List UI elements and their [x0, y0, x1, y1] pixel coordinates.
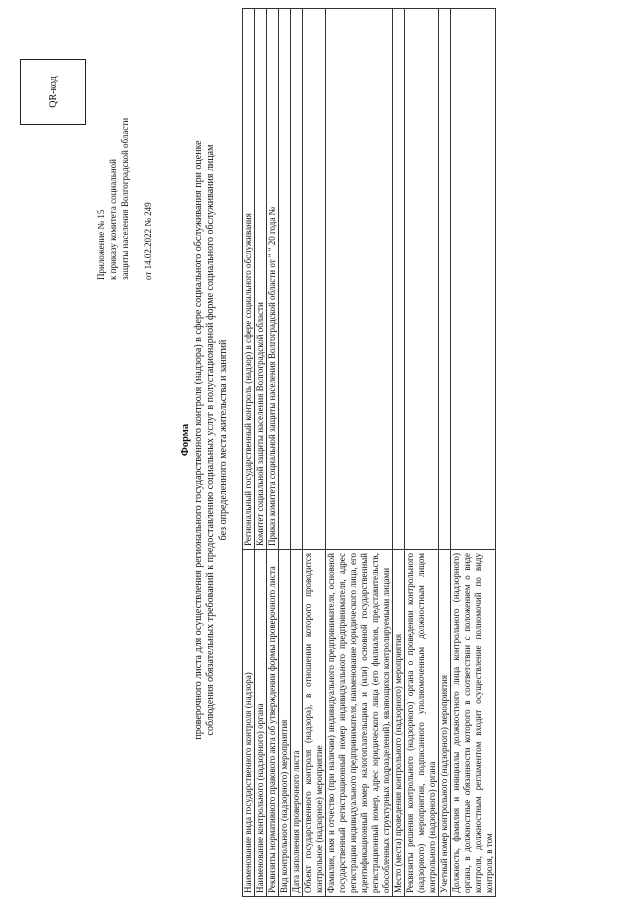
- qr-code-placeholder: [20, 59, 86, 125]
- table-cell-value: [393, 9, 405, 550]
- form-title-block: [180, 110, 230, 770]
- table-row: [405, 9, 439, 897]
- table-row: [255, 9, 267, 897]
- table-cell-label: Наименование вида государственного контроля (надзора): [243, 550, 255, 897]
- appendix-line: к приказу комитета социальной: [108, 158, 118, 280]
- table-cell-value: Региональный государственный контроль (надзор) в сфере социального обслуживания: [243, 9, 255, 550]
- appendix-block: [95, 30, 154, 280]
- table-cell-label: Фамилия, имя и отчество (при наличии) индивидуального предпринимателя, основной государственный регистрационный номер индивидуального предпринимателя, адрес регистрации индивидуального предпринимателя, наименование юридического лица, его идентификационный номер налогоплательщика и (или) основной государственный регистрационный номер, адрес юридического лица (его филиалов, представительств, обособленных структурных подразделений), являющихся контролируемыми лицами: [326, 550, 393, 897]
- table-cell-value: [279, 9, 291, 550]
- table-cell-value: [291, 9, 303, 550]
- table-row: [291, 9, 303, 897]
- table-cell-label: Вид контрольного (надзорного) мероприятия: [279, 550, 291, 897]
- table-cell-value: [326, 9, 393, 550]
- table-cell-value: [405, 9, 439, 550]
- table-cell-label: Объект государственного контроля (надзора), в отношении которого проводится контрольное (надзорное) мероприятие: [303, 550, 326, 897]
- table-cell-label: Дата заполнения проверочного листа: [291, 550, 303, 897]
- table-row: [267, 9, 279, 897]
- table-cell-label: Реквизиты решения контрольного (надзорного) органа о проведении контрольного (надзорного) мероприятия, подписанного уполномоченным должностным лицом контрольного (надзорного) органа: [405, 550, 439, 897]
- table-row: [243, 9, 255, 897]
- form-title-line: соблюдения обязательных требований к предоставлению социальных услуг в полустационарной форме социального обслуживания лицам: [205, 144, 216, 736]
- table-cell-value: [451, 9, 496, 550]
- table-cell-label: Должность, фамилия и инициалы должностного лица контрольного (надзорного) органа, в должностные обязанности которого в соответствии с положением о виде контроля, должностным регламентом входит осуществление полномочий по виду контроля, в том: [451, 550, 496, 897]
- table-cell-value: [439, 9, 451, 550]
- table-cell-label: Реквизиты нормативного правового акта об утверждении формы проверочного листа: [267, 550, 279, 897]
- appendix-date: от 14.02.2022 № 249: [143, 202, 153, 280]
- table-cell-value: [303, 9, 326, 550]
- table-cell-label: Место (места) проведения контрольного (надзорного) мероприятия: [393, 550, 405, 897]
- table-row: [393, 9, 405, 897]
- table-row: [279, 9, 291, 897]
- table-cell-label: Учетный номер контрольного (надзорного) мероприятия: [439, 550, 451, 897]
- form-title-line: без определенного места жительства и занятий: [217, 339, 229, 541]
- table-cell-value: Комитет социальной защиты населения Волгоградской области: [255, 9, 267, 550]
- form-heading: Форма: [180, 423, 191, 457]
- table-row: [439, 9, 451, 897]
- checklist-header-table: [242, 8, 496, 897]
- table-cell-value: Приказ комитета социальной защиты населения Волгоградской области от " " 20 года №: [267, 9, 279, 550]
- table-row: [451, 9, 496, 897]
- table-row: [326, 9, 393, 897]
- form-title-line: проверочного листа для осуществления регионального государственного контроля (надзора) в сфере социального обслуживания при оценке: [192, 140, 204, 740]
- table-cell-label: Наименование контрольного (надзорного) органа: [255, 550, 267, 897]
- table-row: [303, 9, 326, 897]
- qr-code-label: QR-код: [47, 76, 59, 108]
- appendix-line: защиты населения Волгоградской области: [120, 117, 130, 280]
- appendix-line: Приложение № 15: [96, 209, 106, 280]
